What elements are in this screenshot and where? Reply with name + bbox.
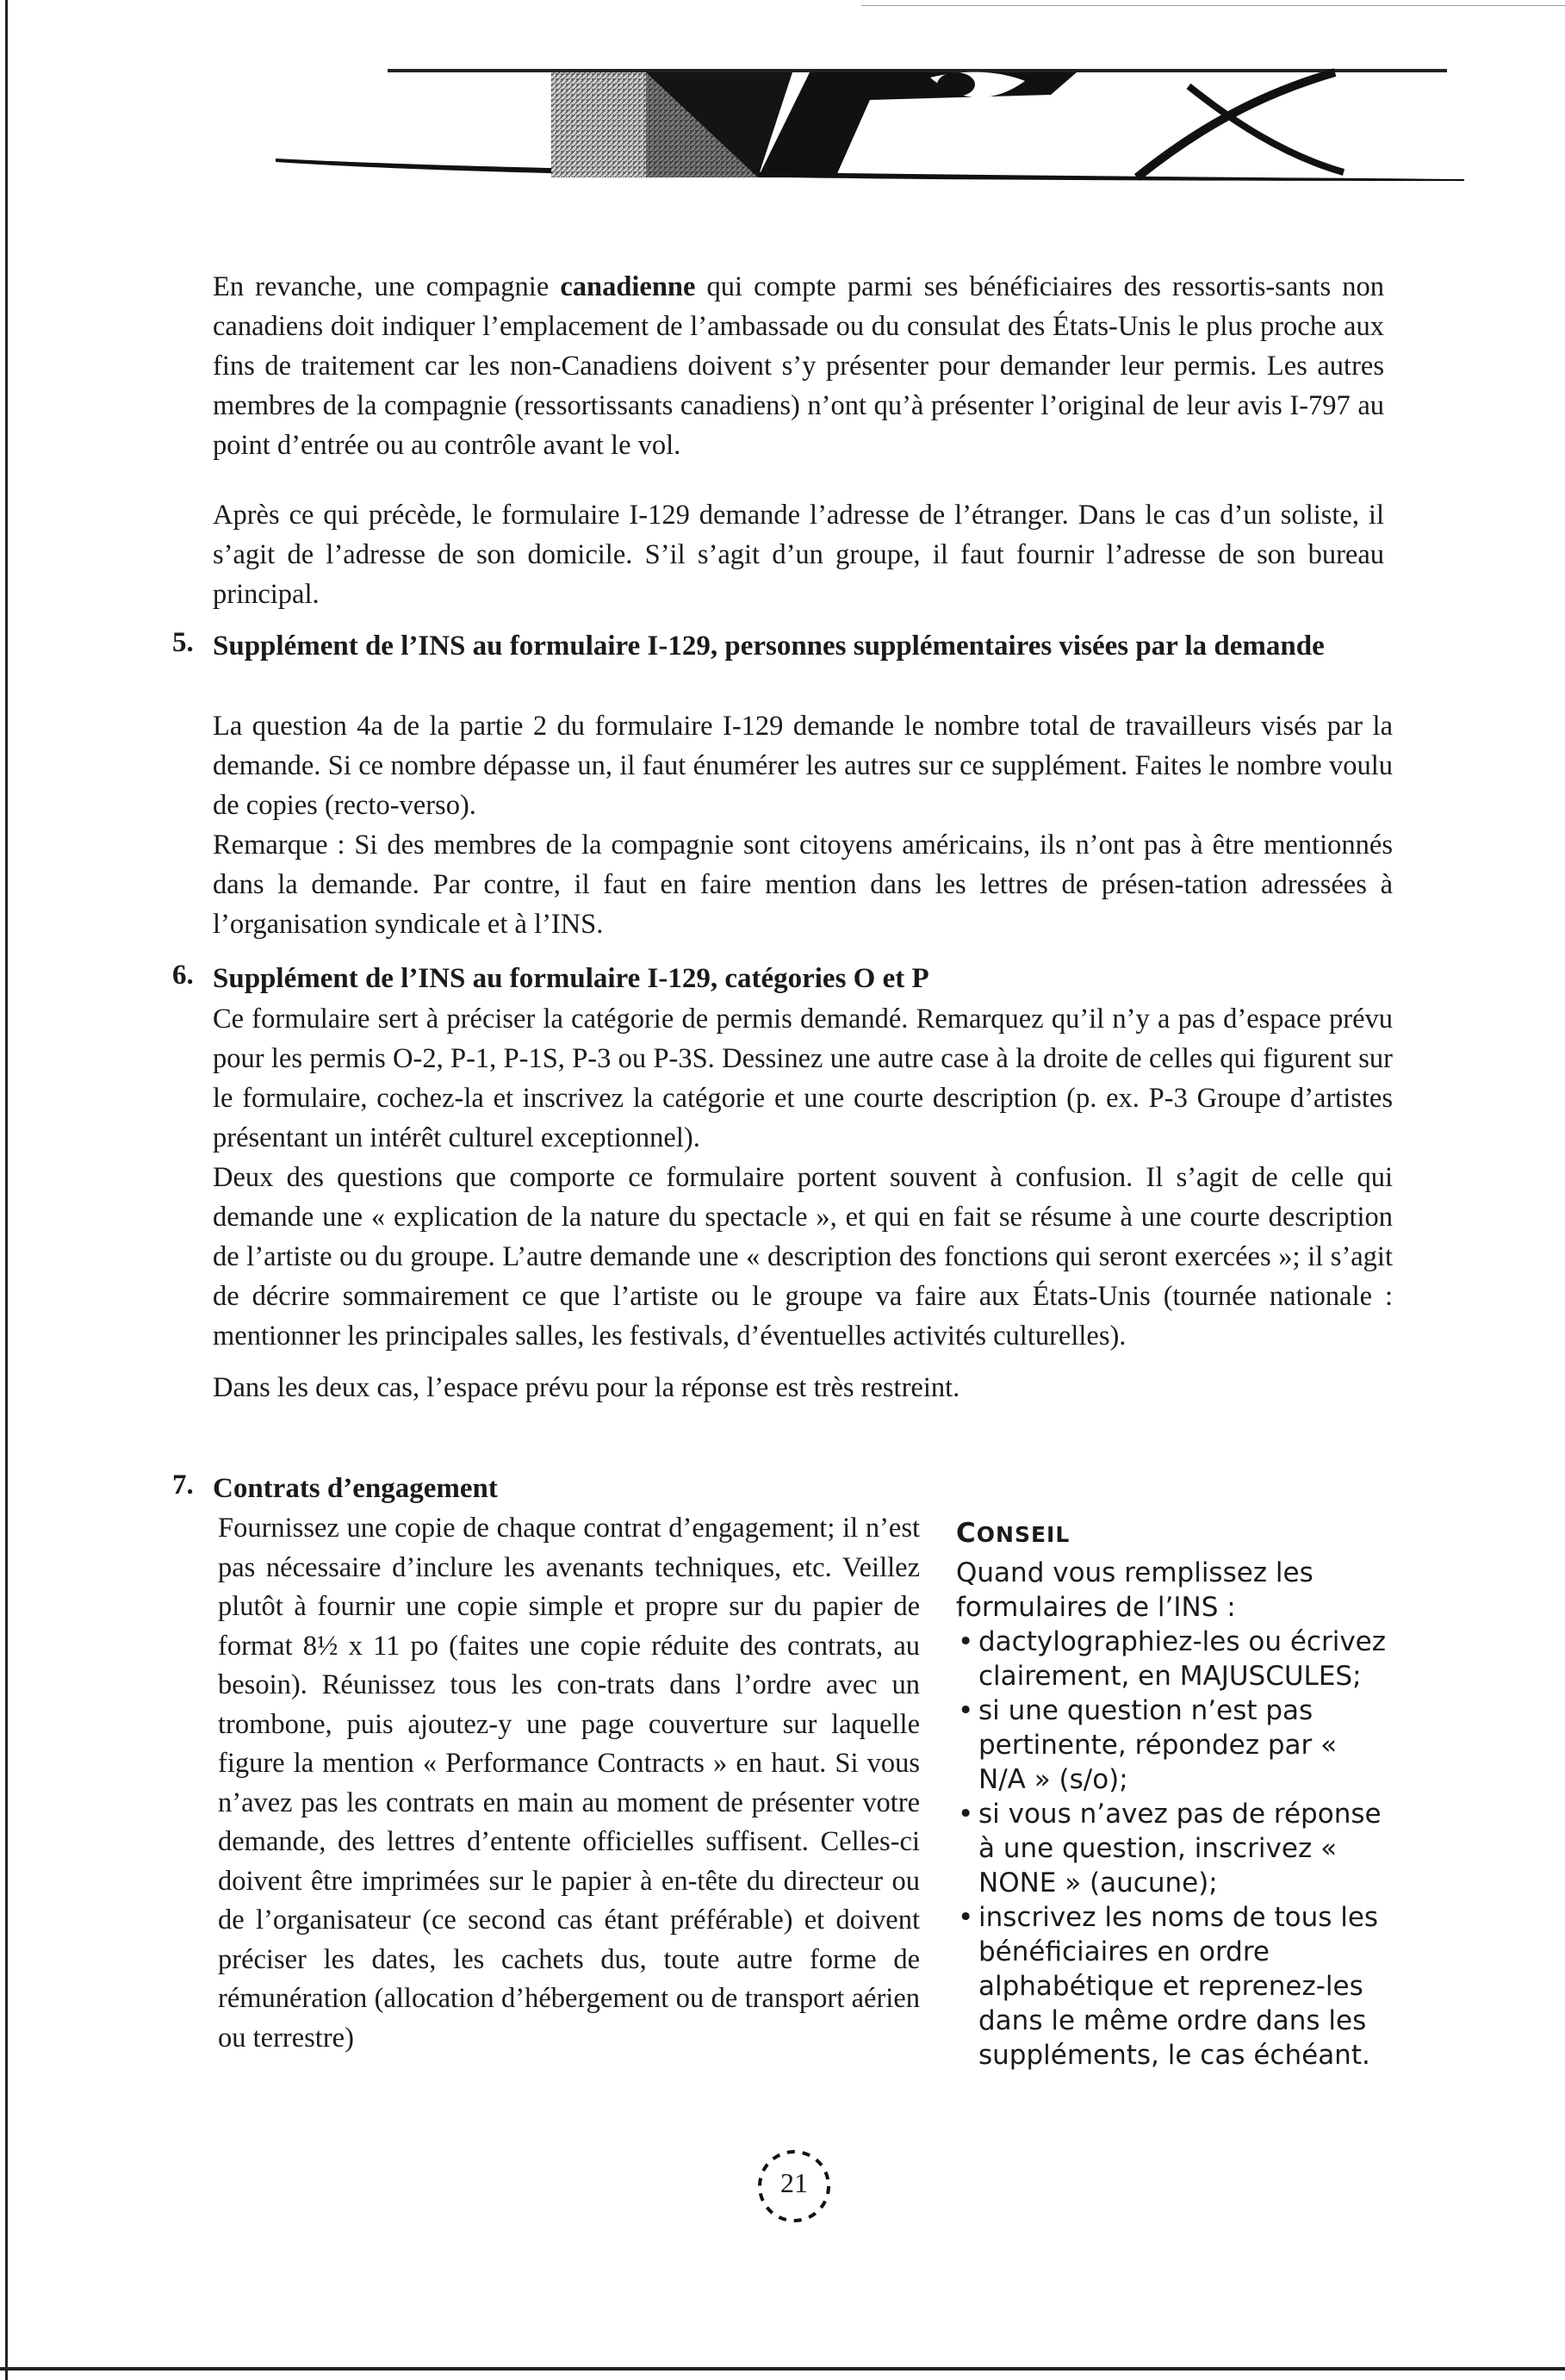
header-banner-graphic [276, 52, 1464, 190]
tip-bullet-1: • dactylographiez-les ou écrivez clairement, en MAJUSCULES; [956, 1625, 1387, 1693]
tip-title [956, 1516, 1387, 1552]
top-border-line [861, 5, 1565, 6]
item-body-7: Fournissez une copie de chaque contrat d’engagement; il n’est pas nécessaire d’inclure les avenants techniques, etc. Veillez plutôt à fournir une copie simple et propre sur du papier de format 8½ x 11 po (faites une copie réduite des contrats, au besoin). Réunissez tous les con-trats dans l’ordre avec un trombone, puis ajoutez-y une page couverture sur laquelle figure la mention « Performance Contracts » en haut. Si vous n’avez pas les contrats en main au moment de présenter votre demande, des lettres d’entente officielles suffisent. Celles-ci doivent être imprimées sur le papier à en-tête du directeur ou de l’organisateur (ce second cas étant préférable) et doivent préciser les dates, les cachets dus, toute autre forme de rémunération (allocation d’hébergement ou de transport aérien ou terrestre) [218, 1513, 920, 2054]
item-body-6 [213, 999, 1393, 1407]
tip-bullet-2: • si une question n’est pas pertinente, répondez par « N/A » (s/o); [956, 1693, 1387, 1797]
item-title-7: Contrats d’engagement [213, 1473, 498, 1504]
intro-bold-word: canadienne [560, 271, 696, 302]
item-6-paragraph-1: Ce formulaire sert à préciser la catégorie de permis demandé. Remarquez qu’il n’y a pas d’espace prévu pour les permis O-2, P-1, P-1S, P-3 ou P-3S. Dessinez une autre case à la droite de celles qui figurent sur le formulaire, cochez-la et inscrivez la catégorie et une courte description (p. ex. P-3 Groupe d’artistes présentant un intérêt culturel exceptionnel). [213, 1004, 1393, 1153]
page-number-badge [751, 2143, 837, 2229]
left-border-line [5, 0, 8, 2380]
intro-text-a: En revanche, une compagnie [213, 271, 561, 302]
tip-bullet-4: • inscrivez les noms de tous les bénéficiaires en ordre alphabétique et reprenez-les dans le même ordre dans les suppléments, le cas échéant. [956, 1900, 1387, 2072]
item-number-7: 7. [172, 1470, 194, 1501]
intro-text-b: qui compte parmi ses bénéficiaires des ressortis-sants non canadiens doit indiquer l’emplacement de l’ambassade ou du consulat des États-Unis le plus proche aux fins de traitement car les non-Canadiens doivent s’y présenter pour demander leur permis. Les autres membres de la compagnie (ressortissants canadiens) n’ont qu’à présenter l’original de leur avis I-797 au point d’entrée ou au contrôle avant le vol. [213, 271, 1384, 461]
item-5-paragraph-2: Remarque : Si des membres de la compagnie sont citoyens américains, ils n’ont pas à être mentionnés dans la demande. Par contre, il faut en faire mention dans les lettres de présen-tation adressées à l’organisation syndicale et à l’INS. [213, 830, 1393, 940]
item-5-paragraph-1: La question 4a de la partie 2 du formulaire I-129 demande le nombre total de travailleurs visés par la demande. Si ce nombre dépasse un, il faut énumérer les autres sur ce supplément. Faites le nombre voulu de copies (recto-verso). [213, 711, 1393, 821]
tip-title-initial: C [956, 1518, 977, 1549]
item-number-6: 6. [172, 960, 194, 991]
intro-paragraph-1 [213, 267, 1384, 465]
intro-paragraph-2: Après ce qui précède, le formulaire I-129 demande l’adresse de l’étranger. Dans le cas d’un soliste, il s’agit de l’adresse de son domicile. S’il s’agit d’un groupe, il faut fournir l’adresse de son bureau principal. [213, 500, 1384, 610]
page-number: 21 [780, 2167, 808, 2198]
item-title-5: Supplément de l’INS au formulaire I-129, personnes supplémentaires visées par la demande [213, 631, 1325, 662]
item-number-5: 5. [172, 627, 194, 658]
item-6-paragraph-3: Dans les deux cas, l’espace prévu pour la réponse est très restreint. [213, 1372, 960, 1403]
tip-title-rest: ONSEIL [976, 1522, 1071, 1547]
bottom-border-line [0, 2367, 1565, 2371]
item-title-6: Supplément de l’INS au formulaire I-129, catégories O et P [213, 963, 929, 994]
tip-bullet-3: • si vous n’avez pas de réponse à une question, inscrivez « NONE » (aucune); [956, 1797, 1387, 1900]
tip-list [956, 1625, 1387, 2072]
tip-intro: Quand vous remplissez les formulaires de l’INS : [956, 1557, 1313, 1623]
item-6-paragraph-2: Deux des questions que comporte ce formulaire portent souvent à confusion. Il s’agit de celle qui demande une « explication de la nature du spectacle », et qui en fait se résume à une courte description de l’artiste ou du groupe. L’autre demande une « description des fonctions qui seront exercées »; il s’agit de décrire sommairement ce que l’artiste ou le groupe va faire aux États-Unis (tournée nationale : mentionner les principales salles, les festivals, d’éventuelles activités culturelles). [213, 1162, 1393, 1352]
item-body-5 [213, 706, 1393, 944]
tip-box [956, 1516, 1387, 2072]
